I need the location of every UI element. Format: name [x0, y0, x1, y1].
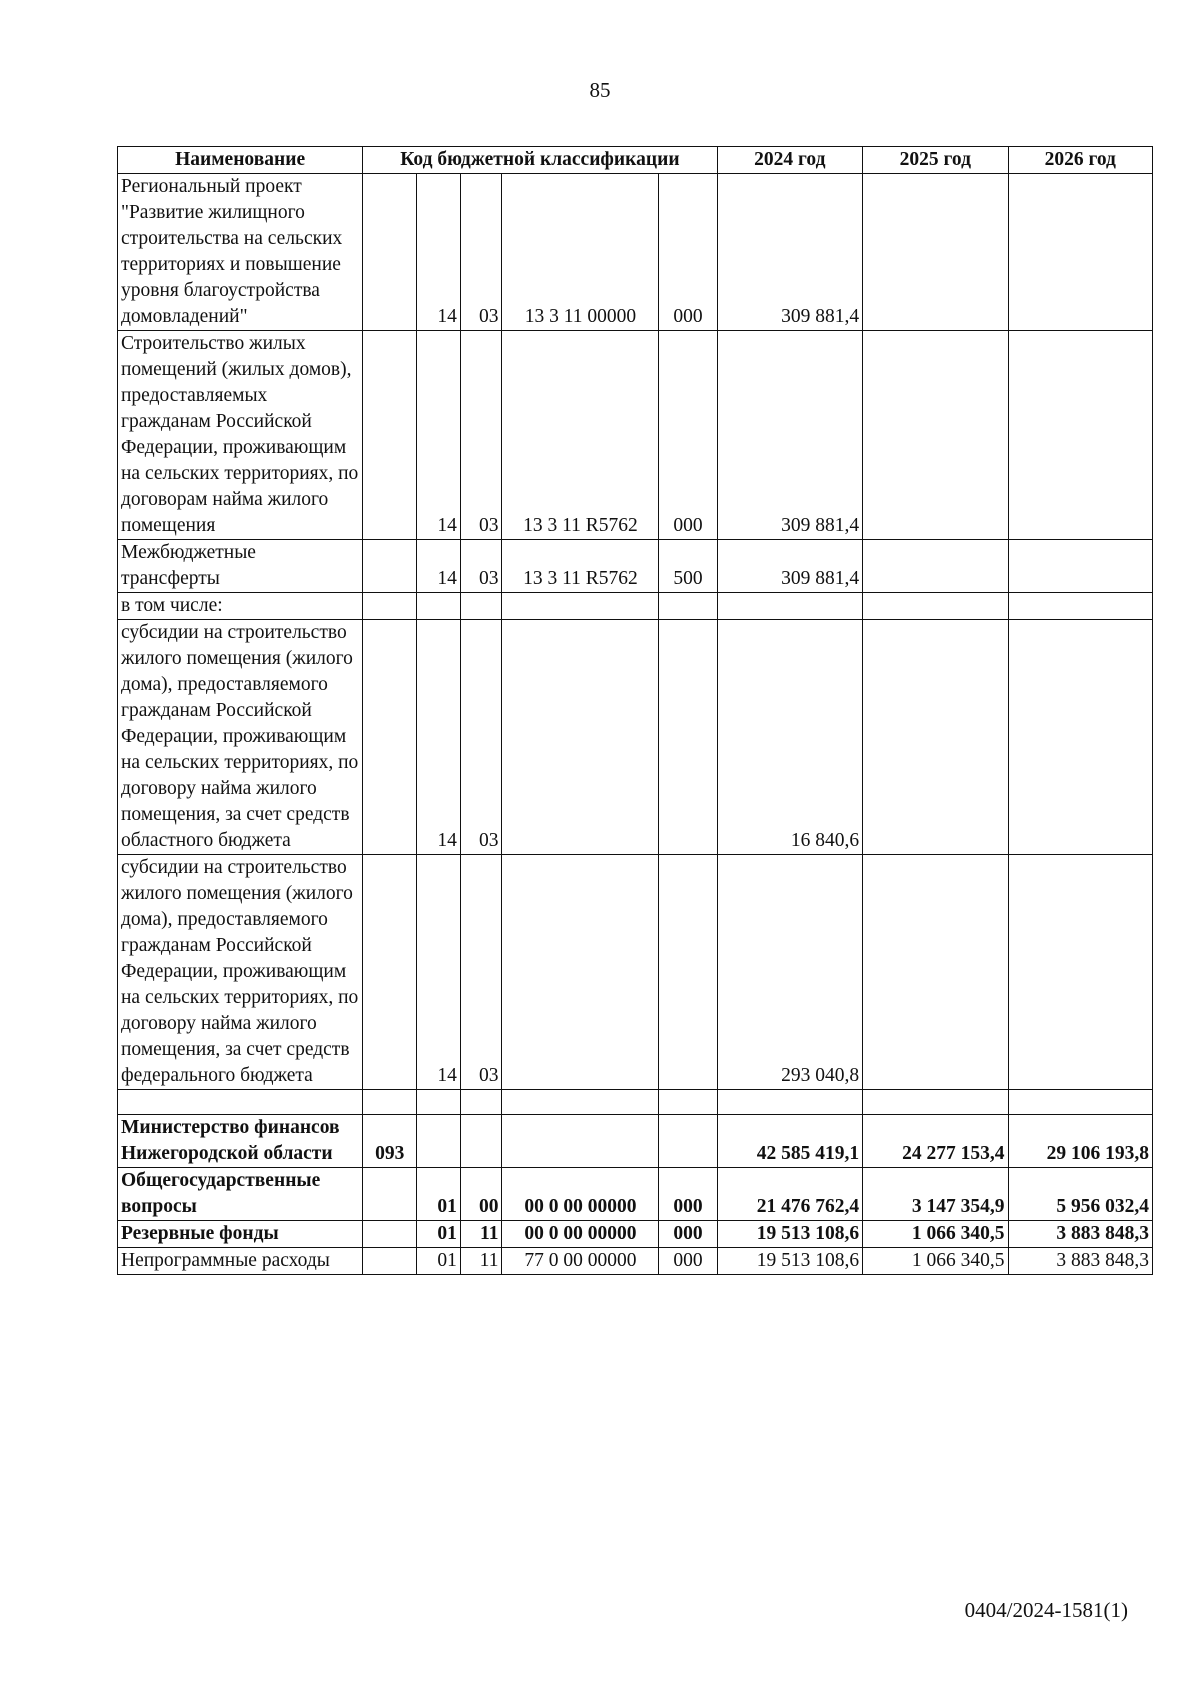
row-vr — [659, 1115, 717, 1168]
row-ved — [363, 855, 417, 1090]
row-vr — [659, 593, 717, 620]
row-vr: 000 — [659, 1221, 717, 1248]
row-vr — [659, 1090, 717, 1115]
row-pr: 03 — [460, 540, 502, 593]
row-ved — [363, 1090, 417, 1115]
row-rz: 14 — [417, 540, 461, 593]
row-ved — [363, 620, 417, 855]
row-vr: 000 — [659, 1168, 717, 1221]
row-2025: 1 066 340,5 — [863, 1248, 1008, 1275]
table-row — [118, 331, 1153, 540]
row-csr — [502, 1090, 659, 1115]
row-rz — [417, 593, 461, 620]
row-csr: 13 3 11 R5762 — [502, 540, 659, 593]
row-ved — [363, 174, 417, 331]
row-rz: 14 — [417, 855, 461, 1090]
table-row-blank — [118, 1090, 1153, 1115]
row-2026 — [1008, 593, 1152, 620]
row-ved — [363, 331, 417, 540]
row-2026 — [1008, 1090, 1152, 1115]
row-2024: 19 513 108,6 — [717, 1221, 862, 1248]
table-row — [118, 1168, 1153, 1221]
row-ved — [363, 593, 417, 620]
row-csr — [502, 620, 659, 855]
row-vr: 000 — [659, 331, 717, 540]
row-2025: 24 277 153,4 — [863, 1115, 1008, 1168]
header-2025: 2025 год — [863, 147, 1008, 174]
row-pr — [460, 1090, 502, 1115]
row-name: Региональный проект "Развитие жилищного строительства на сельских территориях и повышение уровня благоустройства домовладений" — [118, 174, 363, 331]
row-2026: 5 956 032,4 — [1008, 1168, 1152, 1221]
row-rz: 14 — [417, 174, 461, 331]
row-2025 — [863, 174, 1008, 331]
row-ved: 093 — [363, 1115, 417, 1168]
row-name: Резервные фонды — [118, 1221, 363, 1248]
table-row — [118, 620, 1153, 855]
row-2025 — [863, 331, 1008, 540]
row-pr: 00 — [460, 1168, 502, 1221]
row-2024: 309 881,4 — [717, 540, 862, 593]
row-name: Строительство жилых помещений (жилых домов), предоставляемых гражданам Российской Федерации, проживающим на сельских территориях, по договорам найма жилого помещения — [118, 331, 363, 540]
row-name: субсидии на строительство жилого помещения (жилого дома), предоставляемого гражданам Российской Федерации, проживающим на сельских территориях, по договору найма жилого помещения, за счет средств областного бюджета — [118, 620, 363, 855]
row-2024: 21 476 762,4 — [717, 1168, 862, 1221]
header-2024: 2024 год — [717, 147, 862, 174]
row-vr: 000 — [659, 1248, 717, 1275]
table-row — [118, 1115, 1153, 1168]
table-row — [118, 1248, 1153, 1275]
row-name: Непрограммные расходы — [118, 1248, 363, 1275]
row-2026 — [1008, 855, 1152, 1090]
row-name — [118, 1090, 363, 1115]
table-header-row — [118, 147, 1153, 174]
row-2025 — [863, 1090, 1008, 1115]
row-csr — [502, 593, 659, 620]
row-2024 — [717, 1090, 862, 1115]
budget-table — [117, 146, 1153, 1275]
row-name: в том числе: — [118, 593, 363, 620]
row-2025 — [863, 593, 1008, 620]
row-name: субсидии на строительство жилого помещения (жилого дома), предоставляемого гражданам Российской Федерации, проживающим на сельских территориях, по договору найма жилого помещения, за счет средств федерального бюджета — [118, 855, 363, 1090]
row-2025 — [863, 855, 1008, 1090]
row-vr: 000 — [659, 174, 717, 331]
row-2024: 42 585 419,1 — [717, 1115, 862, 1168]
row-2026 — [1008, 620, 1152, 855]
row-csr — [502, 1115, 659, 1168]
page-number: 85 — [589, 78, 611, 102]
table-row — [118, 1221, 1153, 1248]
row-2025: 1 066 340,5 — [863, 1221, 1008, 1248]
row-rz: 01 — [417, 1221, 461, 1248]
row-name: Межбюджетные трансферты — [118, 540, 363, 593]
row-2026 — [1008, 331, 1152, 540]
row-pr: 03 — [460, 620, 502, 855]
row-name: Министерство финансов Нижегородской области — [118, 1115, 363, 1168]
row-vr: 500 — [659, 540, 717, 593]
row-2024: 16 840,6 — [717, 620, 862, 855]
row-pr: 03 — [460, 855, 502, 1090]
row-ved — [363, 1168, 417, 1221]
table-row — [118, 593, 1153, 620]
row-2024: 309 881,4 — [717, 331, 862, 540]
header-2026: 2026 год — [1008, 147, 1152, 174]
row-rz — [417, 1090, 461, 1115]
row-2026: 29 106 193,8 — [1008, 1115, 1152, 1168]
row-rz: 14 — [417, 620, 461, 855]
row-2025 — [863, 540, 1008, 593]
row-2026: 3 883 848,3 — [1008, 1248, 1152, 1275]
row-csr: 00 0 00 00000 — [502, 1168, 659, 1221]
row-pr — [460, 593, 502, 620]
row-rz: 14 — [417, 331, 461, 540]
row-rz: 01 — [417, 1248, 461, 1275]
row-rz: 01 — [417, 1168, 461, 1221]
row-2026: 3 883 848,3 — [1008, 1221, 1152, 1248]
row-csr — [502, 855, 659, 1090]
row-pr — [460, 1115, 502, 1168]
row-csr: 77 0 00 00000 — [502, 1248, 659, 1275]
row-vr — [659, 855, 717, 1090]
row-2024 — [717, 593, 862, 620]
row-2026 — [1008, 540, 1152, 593]
row-2025: 3 147 354,9 — [863, 1168, 1008, 1221]
row-csr: 13 3 11 R5762 — [502, 331, 659, 540]
row-pr: 11 — [460, 1221, 502, 1248]
row-csr: 13 3 11 00000 — [502, 174, 659, 331]
header-name: Наименование — [118, 147, 363, 174]
row-name: Общегосударственные вопросы — [118, 1168, 363, 1221]
row-ved — [363, 1248, 417, 1275]
table-row — [118, 855, 1153, 1090]
table-row — [118, 540, 1153, 593]
row-pr: 11 — [460, 1248, 502, 1275]
row-csr: 00 0 00 00000 — [502, 1221, 659, 1248]
row-2024: 293 040,8 — [717, 855, 862, 1090]
row-2024: 19 513 108,6 — [717, 1248, 862, 1275]
row-2024: 309 881,4 — [717, 174, 862, 331]
row-vr — [659, 620, 717, 855]
header-code: Код бюджетной классификации — [363, 147, 717, 174]
row-rz — [417, 1115, 461, 1168]
row-pr: 03 — [460, 174, 502, 331]
row-ved — [363, 540, 417, 593]
document-code: 0404/2024-1581(1) — [964, 1598, 1128, 1622]
row-2026 — [1008, 174, 1152, 331]
row-2025 — [863, 620, 1008, 855]
row-pr: 03 — [460, 331, 502, 540]
table-row — [118, 174, 1153, 331]
row-ved — [363, 1221, 417, 1248]
